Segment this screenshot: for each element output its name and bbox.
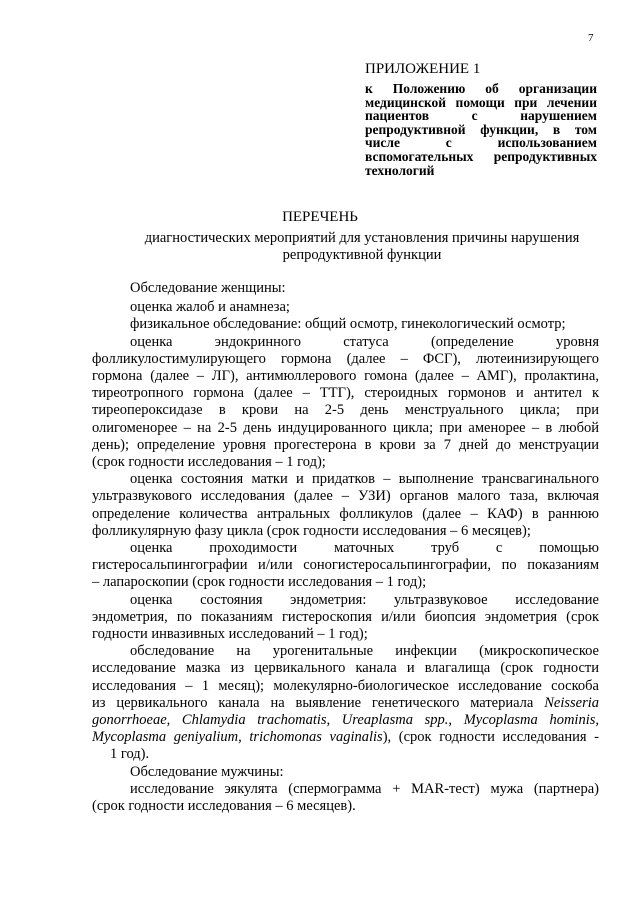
text-line: (срок годности исследования – 6 месяцев). [92,798,356,815]
infections-paragraph [92,643,599,763]
text-fragment: из цервикального канала на выявление генетического материала [92,694,545,711]
text-line [92,712,599,729]
text-line: день); определение уровня прогестерона в крови за 7 дней до менструации [92,436,599,453]
text-line: гормона (далее – ЛГ), антимюллерового гомона (далее – АМГ), пролактина, [92,368,599,385]
uterus-paragraph [92,471,599,540]
subtitle-line: диагностических мероприятий для установления причины нарушения [144,230,580,246]
text-line: оценка состояния эндометрия: ультразвуковое исследование [130,591,599,608]
text-line: гистеросальпингографии и/или соногистеросальпингографии, по показаниям [92,557,599,574]
pathogen-name: Neisseria [544,694,599,711]
complaints-paragraph: оценка жалоб и анамнеза; [130,299,290,316]
text-line: ультразвукового исследования (далее – УЗИ) органов малого таза, включая [92,488,599,505]
text-line: оценка эндокринного статуса (определение уровня [130,333,599,350]
physical-exam-paragraph: физикальное обследование: общий осмотр, гинекологический осмотр; [130,316,566,333]
document-body [92,280,599,815]
tubes-paragraph [92,540,599,592]
document-title: ПЕРЕЧЕНЬ [282,209,358,225]
pathogen-list: Mycoplasma geniyalium, trichomonas vaginalis [92,729,383,746]
text-line: исследования – 1 месяц); молекулярно-биологическое исследование соскоба [92,677,599,694]
text-fragment: ), (срок годности исследования - [382,729,599,746]
text-line: годности инвазивных исследований – 1 год); [92,626,368,643]
subtitle-line: репродуктивной функции [282,247,442,263]
text-line: оценка состояния матки и придатков – выполнение трансвагинального [130,471,599,488]
endometrium-paragraph [92,592,599,644]
page-number: 7 [588,32,594,44]
text-line: исследование эякулята (спермограмма + MAR-тест) мужа (партнера) [130,780,599,797]
appendix-title: ПРИЛОЖЕНИЕ 1 [365,61,481,77]
text-line: эндометрия, по показаниям гистероскопия и/или биопсия эндометрия (срок [92,608,599,625]
text-line [92,695,599,712]
text-line: обследование на урогенитальные инфекции (микроскопическое [130,643,599,660]
appendix-block [365,60,597,177]
text-line: 1 год). [110,746,150,763]
text-line [92,729,599,746]
document-subtitle [118,230,606,264]
text-line: олигоменорее – на 2-5 день индуцированного цикла; при аменорее – в любой [92,419,599,436]
text-line: оценка проходимости маточных труб с помощью [130,540,599,557]
text-line: – лапароскопии (срок годности исследования – 1 год); [92,574,427,591]
text-line: тиреопероксидазе в крови на 2-5 день менструального цикла; при [92,402,599,419]
text-line: фолликулостимулирующего гормона (далее – ФСГ), лютеинизирующего [92,350,599,367]
men-section-header: Обследование мужчины: [130,763,284,780]
text-line: (срок годности исследования – 1 год); [92,454,326,471]
text-line: фолликулярную фазу цикла (срок годности исследования – 6 месяцев); [92,522,531,539]
appendix-text: к Положению об организации медицинской помощи при лечении пациентов с нарушением репродуктивной функции, в том числе с использованием вспомогательных репродуктивных технологий [365,81,597,178]
ejaculate-paragraph [92,781,599,815]
text-line: определение количества антральных фолликулов (далее – КАФ) в раннюю [92,505,599,522]
pathogen-list: gonorrhoeae, Chlamydia trachomatis, Ureaplasma spp., Mycoplasma hominis, [92,712,599,729]
text-line: тиреотропного гормона (далее – ТТГ), стероидных гормонов и антител к [92,385,599,402]
endocrine-paragraph [92,334,599,472]
women-section-header: Обследование женщины: [130,280,286,296]
text-line: исследование мазка из цервикального канала и влагалища (срок годности [92,660,599,677]
